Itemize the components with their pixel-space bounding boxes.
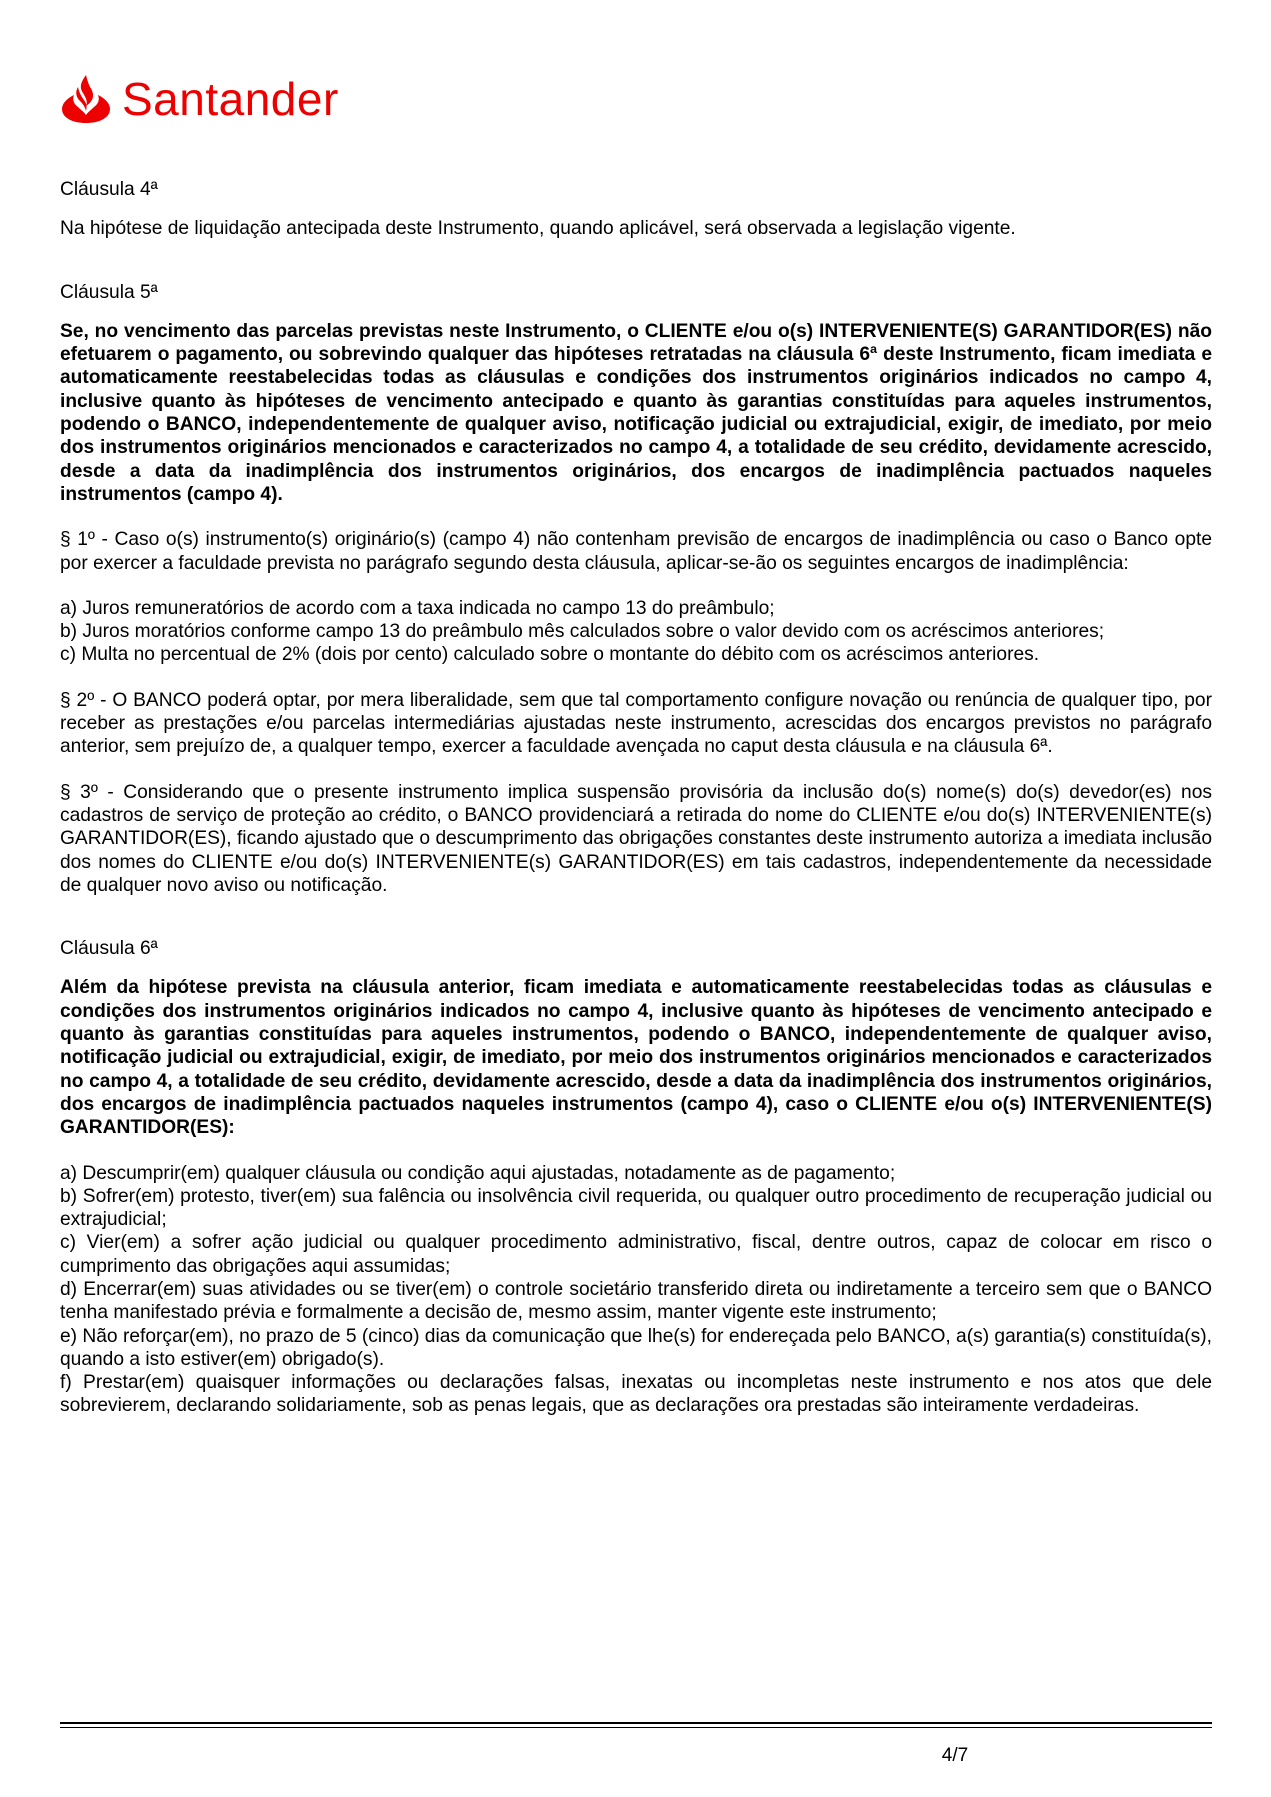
list-item: b) Sofrer(em) protesto, tiver(em) sua falência ou insolvência civil requerida, ou qualquer outro procedimento de recuperação judicial ou extrajudicial;: [60, 1185, 1212, 1231]
clausula-6-title: Cláusula 6ª: [60, 938, 158, 960]
footer-divider: [60, 1722, 1212, 1728]
list-item: a) Descumprir(em) qualquer cláusula ou condição aqui ajustadas, notadamente as de pagamento;: [60, 1162, 896, 1184]
clausula-6-bold-text: Além da hipótese prevista na cláusula anterior, ficam imediata e automaticamente reestabelecidas todas as cláusulas e condições dos instrumentos originários indicados no campo 4, inclusive quanto às hipóteses de vencimento antecipado e quanto às garantias constituídas para aqueles instrumentos, podendo o BANCO, independentemente de qualquer aviso, notificação judicial ou extrajudicial, exigir, de imediato, por meio dos instrumentos originários mencionados e caracterizados no campo 4, a totalidade de seu crédito, devidamente acrescido, desde a data da inadimplência dos instrumentos originários, dos encargos de inadimplência pactuados naqueles instrumentos (campo 4), caso o CLIENTE e/ou o(s) INTERVENIENTE(S) GARANTIDOR(ES):: [60, 977, 1212, 1139]
clausula-5-bold-text: Se, no vencimento das parcelas previstas neste Instrumento, o CLIENTE e/ou o(s) INTERVENIENTE(S) GARANTIDOR(ES) não efetuarem o pagamento, ou sobrevindo qualquer das hipóteses retratadas na cláusula 6ª deste Instrumento, ficam imediata e automaticamente reestabelecidas todas as cláusulas e condições dos instrumentos originários indicados no campo 4, inclusive quanto às hipóteses de vencimento antecipado e quanto às garantias constituídas para aqueles instrumentos, podendo o BANCO, independentemente de qualquer aviso, notificação judicial ou extrajudicial, exigir, de imediato, por meio dos instrumentos originários mencionados e caracterizados no campo 4, a totalidade de seu crédito, devidamente acrescido, desde a data da inadimplência dos instrumentos originários, dos encargos de inadimplência pactuados naqueles instrumentos (campo 4).: [60, 320, 1212, 505]
list-item: c) Vier(em) a sofrer ação judicial ou qualquer procedimento administrativo, fiscal, dentre outros, capaz de colocar em risco o cumprimento das obrigações aqui assumidas;: [60, 1232, 1212, 1277]
clausula-5-paragraph-1: § 1º - Caso o(s) instrumento(s) originário(s) (campo 4) não contenham previsão de encargos de inadimplência ou caso o Banco opte por exercer a faculdade prevista no parágrafo segundo desta cláusula, aplicar-se-ão os seguintes encargos de inadimplência:: [60, 529, 1212, 574]
document-body: [60, 178, 1212, 1418]
santander-logo: [60, 70, 339, 128]
list-item: f) Prestar(em) quaisquer informações ou declarações falsas, inexatas ou incompletas neste instrumento e nos atos que dele sobrevierem, declarando solidariamente, sob as penas legais, que as declarações ora prestadas são inteiramente verdadeiras.: [60, 1372, 1212, 1417]
clausula-5-paragraph-2: § 2º - O BANCO poderá optar, por mera liberalidade, sem que tal comportamento configure novação ou renúncia de qualquer tipo, por receber as prestações e/ou parcelas intermediárias ajustadas neste instrumento, acrescidas dos encargos previstos no parágrafo anterior, sem prejuízo de, a qualquer tempo, exercer a faculdade avençada no caput desta cláusula e na cláusula 6ª.: [60, 689, 1212, 758]
clausula-5-title: Cláusula 5ª: [60, 281, 158, 303]
clausula-5-paragraph-3: § 3º - Considerando que o presente instrumento implica suspensão provisória da inclusão do(s) nome(s) do(s) devedor(es) nos cadastros de serviço de proteção ao crédito, o BANCO providenciará a retirada do nome do CLIENTE e/ou do(s) INTERVENIENTE(s) GARANTIDOR(ES), ficando ajustado que o descumprimento das obrigações constantes deste instrumento autoriza a imediata inclusão dos nomes do CLIENTE e/ou do(s) INTERVENIENTE(s) GARANTIDOR(ES) em tais cadastros, independentemente da necessidade de qualquer novo aviso ou notificação.: [60, 781, 1212, 896]
brand-name: Santander: [122, 73, 339, 125]
clausula-4-text: Na hipótese de liquidação antecipada deste Instrumento, quando aplicável, será observada a legislação vigente.: [60, 218, 1016, 240]
clausula-5-encargos-list: [60, 597, 1212, 667]
list-item: e) Não reforçar(em), no prazo de 5 (cinco) dias da comunicação que lhe(s) for endereçada pelo BANCO, a(s) garantia(s) constituída(s), quando a isto estiver(em) obrigado(s).: [60, 1325, 1212, 1370]
flame-icon: [60, 73, 112, 125]
page-number: 4/7: [941, 1745, 969, 1766]
list-item: a) Juros remuneratórios de acordo com a taxa indicada no campo 13 do preâmbulo;: [60, 597, 775, 619]
clausula-4-title: Cláusula 4ª: [60, 179, 158, 200]
list-item: d) Encerrar(em) suas atividades ou se tiver(em) o controle societário transferido direta ou indiretamente a terceiro sem que o BANCO tenha manifestado prévia e formalmente a decisão de, mesmo assim, manter vigente este instrumento;: [60, 1278, 1212, 1324]
clausula-6-hipoteses-list: [60, 1162, 1212, 1418]
list-item: b) Juros moratórios conforme campo 13 do preâmbulo mês calculados sobre o valor devido com os acréscimos anteriores;: [60, 621, 1105, 643]
document-page: [60, 0, 1212, 1797]
list-item: c) Multa no percentual de 2% (dois por cento) calculado sobre o montante do débito com os acréscimos anteriores.: [60, 644, 1040, 666]
